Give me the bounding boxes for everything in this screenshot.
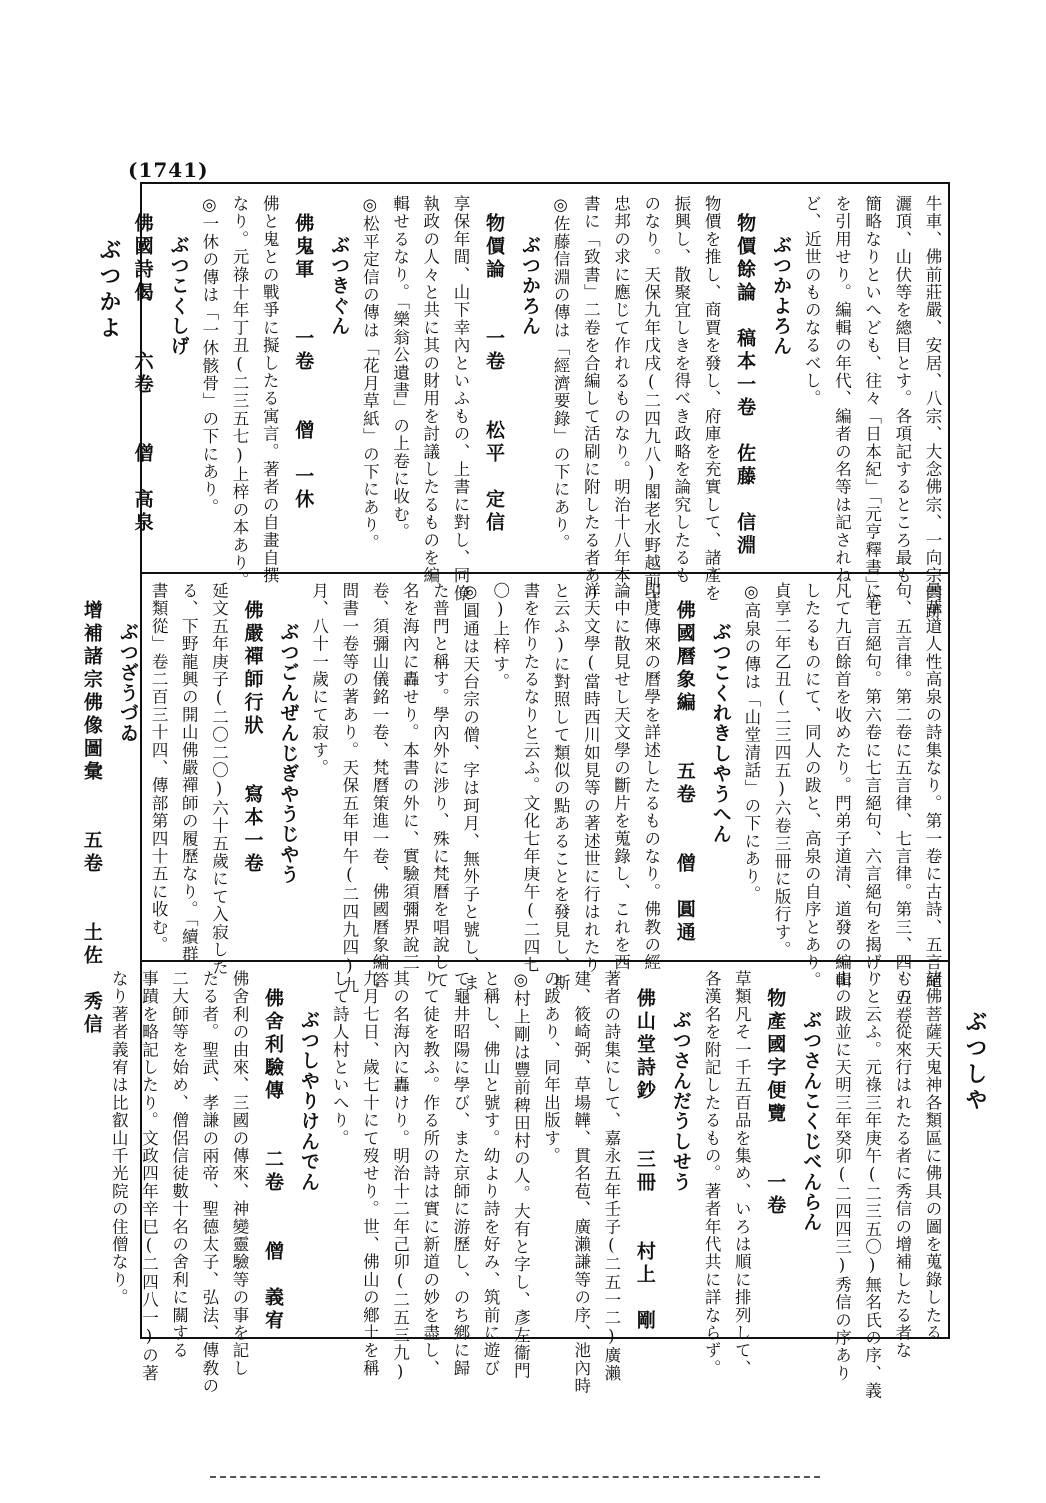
text-column: を引用せり。編輯の年代、編者の名等は記されね (832, 195, 852, 585)
text-column: 書を作りたるなりと云ふ。文化七年庚午(二四七 (520, 582, 540, 974)
text-column: 佛舍利の由來、三國の傳來、神變靈驗等の事を記し (230, 970, 249, 1378)
text-column: ◎佐藤信淵の傳は「經濟要錄」の下にあり。 (551, 195, 571, 552)
text-column: ◎村上剛は豐前稗田村の人。大有と字し、彥左衞門 (511, 970, 531, 1380)
footer-dashed-line (210, 1476, 820, 1478)
text-column: 著者の詩集にして、嘉永五年壬子(二五一二)廣瀨 (601, 970, 621, 1383)
text-column: 其の名海內に轟けり。明治十二年己卯(二五三九) (390, 970, 410, 1383)
text-column: ◎高泉の傳は「山堂清話」の下にあり。 (741, 582, 761, 904)
lower-band-columns (109, 970, 943, 1400)
text-column: 輯せるなり。「樂翁公遺書」の上卷に收む。 (390, 195, 410, 541)
entry-heading: ぶつきぐん (328, 235, 351, 336)
text-column: 簡略なりといへども、往々「日本紀」「元亨釋書」等 (862, 195, 882, 612)
text-column: の跋あり、同年出版す。 (541, 970, 561, 1165)
text-column: 洋天文學(當時西川如見等の著述世に行はれたり (581, 582, 601, 974)
middle-band-columns (80, 582, 943, 1037)
entry-title: 增補諸宗佛像圖彙 五卷 土佐 秀信 (80, 600, 103, 1037)
text-column: なり。元祿十年丁丑(二三五七)上梓の本あり。 (230, 195, 249, 590)
text-column: ど、近世のものなるべし。 (802, 195, 822, 408)
text-column: た普門と稱す。學內外に涉り、殊に梵曆を唱說して (430, 582, 450, 990)
entry-heading: ぶつこくれきしやうへん (709, 622, 732, 845)
text-column: 名を海內に轟せり。本書の外に、實驗須彌界說三 (400, 582, 420, 972)
text-column: 貞享二年乙丑(二三四五)六卷三冊に版行す。 (772, 582, 792, 959)
entry-heading: ぶつさんだうしせう (669, 1010, 692, 1192)
text-column: りと云ふ。元祿三年庚午(二三五〇)無名氏の序、義 (862, 970, 882, 1400)
text-column: 句、五言律。第二卷に五言律、七言律。第三、四、五卷 (892, 582, 912, 1025)
text-column: ◎圓通は天台宗の僧、字は珂月、無外子と號し、ま (460, 582, 480, 992)
page-number: (1741) (128, 158, 209, 182)
text-column: して詩人村といへり。 (330, 970, 350, 1147)
text-column: 〇)上梓す。 (490, 582, 510, 691)
text-column: 執政の人々と共に其の財用を討議したるものを編 (420, 195, 440, 585)
text-column: 物價を推し、商賈を發し、府庫を充實して、諸產を (702, 195, 722, 603)
text-column: 月、八十一歲にて寂す。 (309, 582, 329, 777)
text-column: 二大師等を始め、僧侶信徒數十名の舍利に關する (169, 970, 189, 1360)
text-column: に七言絕句。第六卷に七言絕句、六言絕句を揭げ、 (862, 582, 882, 990)
text-column: 凡て九百餘首を收めたり。門弟子道清、道發の編輯 (832, 582, 852, 990)
text-column: 振興し、散聚宜しきを得べき政略を論究したるも (671, 195, 691, 585)
entry-title: 佛鬼軍 一卷 僧 一休 (292, 213, 315, 512)
entry-title: 佛國曆象編 五卷 僧 圓通 (673, 600, 696, 945)
entry-title: 物價餘論 稿本一卷 佐藤 信淵 (734, 213, 757, 558)
entry-title: 佛舍利驗傳 二卷 僧 義宥 (262, 988, 284, 1333)
text-column: なり著者義宥は比叡山千光院の住僧なり。 (109, 970, 129, 1307)
entry-heading: ぶつごんぜんじぎやうじやう (277, 622, 300, 885)
text-column: 建、筱崎弼、草場韡、貫名苞、廣瀨謙等の序、池內時 (571, 970, 591, 1395)
text-column: したるものにて、同人の跋と、高泉の自序とあり。 (802, 582, 822, 990)
text-column: 諸佛菩薩天鬼神各類區に佛具の圖を蒐錄したる (923, 970, 942, 1342)
entry-heading: ぶつかろん (518, 235, 541, 336)
lower-band (109, 970, 943, 1400)
text-column: ◎一休の傳は「一休骸骨」の下にあり。 (199, 195, 219, 517)
text-column: 灑頂、山伏等を總目とす。各項記するところ最も (892, 195, 912, 585)
text-column: 印度傳來の曆學を詳述したるものなり。佛教の經 (641, 582, 661, 972)
text-column: て龜井昭陽に學び、また京師に游歷し、のち鄕に歸 (450, 970, 470, 1378)
text-column: りて徒を教ふ。作る所の詩は實に新道の妙を盡し、 (420, 970, 440, 1378)
text-column: のなり。天保九年戊戌(二四九八)閣老水野越前守 (641, 195, 661, 608)
entry-heading: ぶつしやりけんでん (298, 1010, 320, 1192)
text-column: 佛と鬼との戰爭に擬したる寓言。著者の自畫自撰 (260, 195, 280, 585)
text-column: 各漢名を附記したるもの。著者年代共に詳ならず。 (702, 970, 722, 1378)
text-column: 曇華道人性高泉の詩集なり。第一卷に古詩、五言絕 (923, 582, 942, 990)
text-column: 問書一卷等の著あり。天保五年甲午(二四九四)九 (339, 582, 359, 995)
text-column: と稱し、佛山と號す。幼より詩を好み、筑前に遊び (481, 970, 501, 1378)
text-column: 草類凡そ一千五百品を集め、いろは順に排列して、 (732, 970, 752, 1378)
entry-heading: ぶつかよろん (770, 235, 793, 357)
text-column: 九月七日、歲七十にて歿せり。世、佛山の鄕土を稱 (360, 970, 380, 1378)
text-column: 卷、須彌山儀銘一卷、梵曆策進一卷、佛國曆象編答 (370, 582, 389, 990)
text-column: 牛車、佛前莊嚴、安居、八宗、大念佛宗、一向宗門跡、 (923, 195, 942, 638)
middle-band (80, 582, 943, 1037)
entry-title: 物產國字便覽 一卷 (764, 988, 787, 1218)
entry-heading: ぶつこくしげ (167, 235, 190, 357)
text-column: 書に「致書」二卷を合編して活刷に附したる者あり (581, 195, 601, 603)
entry-title: 物價論 一卷 松平 定信 (482, 213, 505, 535)
text-column: と云ふ)に對照して類似の點あることを發見し、斯 (551, 582, 571, 992)
text-column: 忠邦の求に應じて作れるものなり。明治十八年本 (611, 195, 631, 585)
text-column: 享保年間、山下幸內といふもの、上書に對し、同僚 (450, 195, 470, 603)
entry-title: 佛國詩偈 六卷 僧 高泉 (131, 213, 154, 535)
entry-heading: ぶつさんこくじべんらん (800, 1010, 823, 1233)
text-column: 論中に散見せし天文學の斷片を蒐錄し、これを西 (611, 582, 631, 972)
entry-heading: ぶつざうづゐ (116, 622, 139, 744)
entry-title: 佛嚴禪師行狀 寫本一卷 (241, 600, 264, 876)
running-head-top: ぶつかよ (96, 238, 122, 342)
text-column: ◎松平定信の傳は「花月草紙」の下にあり。 (360, 195, 380, 552)
running-head-bottom: ぶつしや (962, 1010, 988, 1114)
text-column: 山の跋並に天明三年癸卯(二四四三)秀信の序あり (832, 970, 852, 1383)
text-column: 書類從」卷二百三十四、傳部第四十五に收む。 (149, 582, 169, 954)
band-divider-2 (140, 960, 950, 962)
text-column: 延文五年庚子(二〇二〇)六十五歲にて入寂した (209, 582, 229, 977)
entry-title: 佛山堂詩鈔 三冊 村上 剛 (633, 988, 656, 1333)
text-column: たる者。聖武、孝謙の兩帝、聖德太子、弘法、傳敎の (199, 970, 219, 1395)
text-column: 事蹟を略記したり。文政四年辛巳(二四八一)の著 (139, 970, 159, 1383)
text-column: もの。從來行はれたる者に秀信の增補したる者な (892, 970, 912, 1360)
text-column: る、下野龍興の開山佛嚴禪師の履歷なり。「續群 (179, 582, 199, 964)
